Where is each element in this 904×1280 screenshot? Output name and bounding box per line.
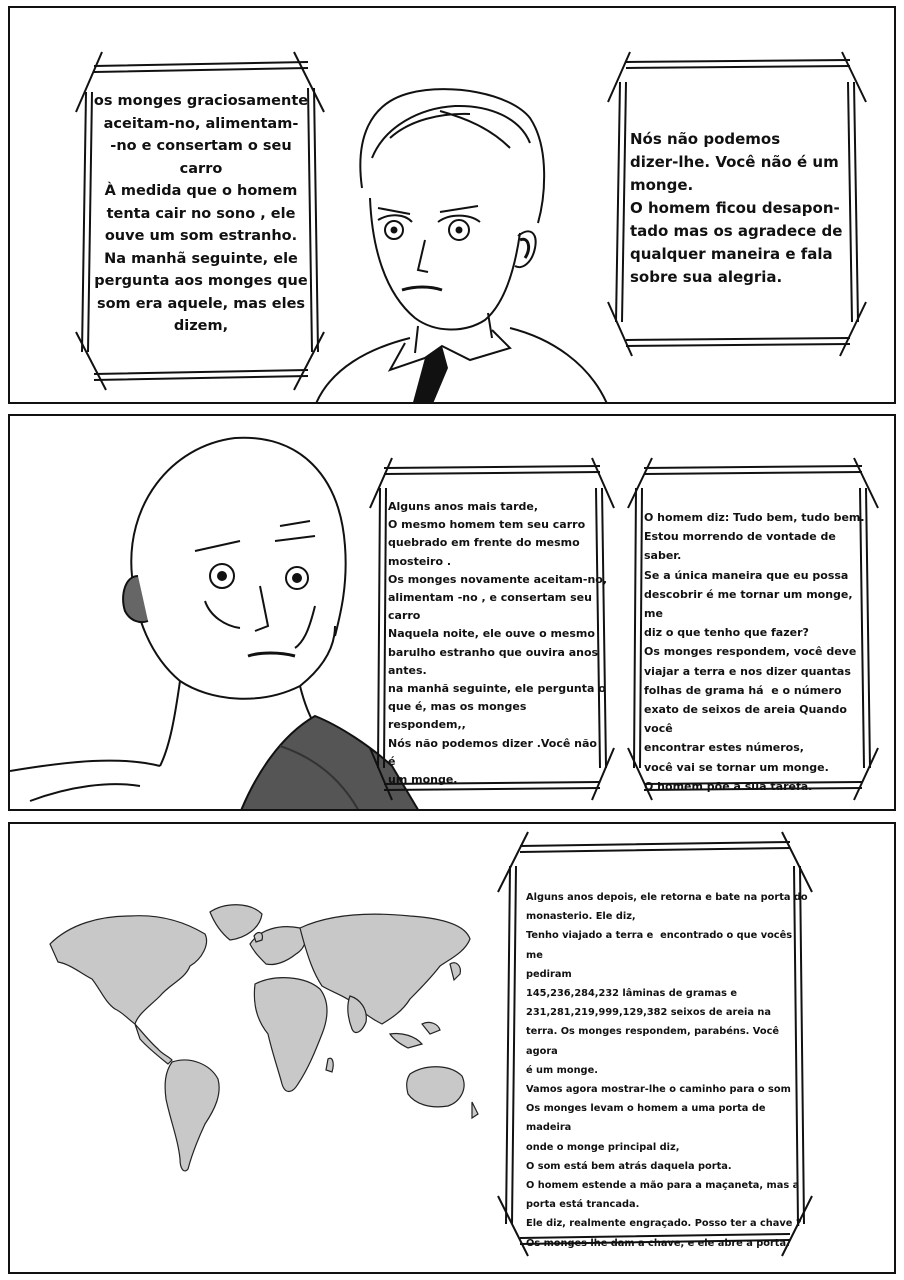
caption-text: O homem diz: Tudo bem, tudo bem. Estou morrendo de vontade de saber. Se a única maneira que eu possa descobrir é me tornar um monge, me diz o que tenho que fazer? Os monges respondem, você deve viajar a terra e nos dizer quantas folhas de grama há e o número exato de seixos de areia Quando você encontrar estes números, você vai se tornar um monge. O homem põe a sua tarefa. — [644, 511, 865, 793]
africa-shape — [254, 978, 327, 1092]
caption-frame-right — [496, 832, 814, 1256]
comic-panel-1 — [8, 6, 896, 404]
north-america-shape — [50, 916, 207, 1024]
australia-shape — [407, 1067, 464, 1107]
caption-frame-right — [606, 52, 868, 356]
comic-panel-3 — [8, 822, 896, 1274]
caption-text: Nós não podemos dizer-lhe. Você não é um monge. O homem ficou desapon- tado mas os agradece de qualquer maneira e fala sobre sua alegria. — [630, 130, 843, 286]
south-america-shape — [165, 1060, 219, 1171]
caption-frame-left — [368, 458, 616, 800]
caption-frame-right — [626, 458, 880, 800]
world-map-illustration — [10, 824, 510, 1224]
caption-text: os monges graciosamente aceitam-no, alimentam- -no e consertam o seu carro À medida que o homem tenta cair no sono , ele ouve um som estranho. Na manhã seguinte, ele pergunta aos monges que som era aquele, mas eles dizem, — [93, 93, 309, 334]
comic-panel-2 — [8, 414, 896, 811]
caption-frame-left — [72, 52, 328, 390]
caption-text: Alguns anos mais tarde, O mesmo homem tem seu carro quebrado em frente do mesmo mosteiro . Os monges novamente aceitam-no, alimentam -no , e consertam seu carro Naquela noite, ele ouve o mesmo barulho estranho que ouvira anos antes. na manhã seguinte, ele pergunta o que é, mas os monges respondem,, Nós não podemos dizer .Você não é um monge. — [388, 500, 608, 787]
caption-text: Alguns anos depois, ele retorna e bate na porta do monasterio. Ele diz, Tenho viajado a terra e encontrado o que vocês me pediram 145,236,284,232 lâminas de gramas e 231,281,219,999,129,382 seixos de areia na terra. Os monges respondem, parabéns. Você agora é um monge. Vamos agora mostrar-lhe o caminho para o som Os monges levam o homem a uma porta de madeira onde o monge principal diz, O som está bem atrás daquela porta. O homem estende a mão para a maçaneta, mas a porta está trancada. Ele diz, realmente engraçado. Posso ter a chave ? Os monges lhe dam a chave, e ele abre a porta. — [526, 892, 808, 1249]
